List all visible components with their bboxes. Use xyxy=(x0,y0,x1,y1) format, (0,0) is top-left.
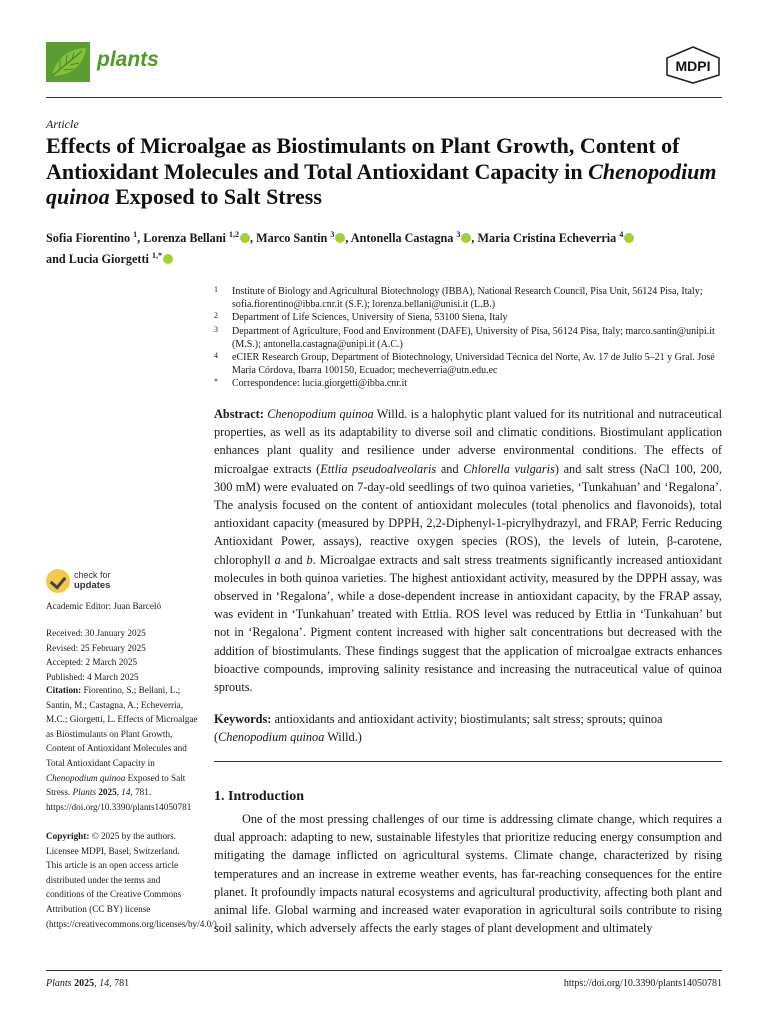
affiliation-item: 1 Institute of Biology and Agricultural Biotechnology (IBBA), National Research Council, Pisa Unit, 56124 Pisa, Italy; sofia.fiorentino@ibba.cnr.it (S.F.); lorenza.bellani@unisi.it (L.B.) xyxy=(214,285,703,311)
header-divider xyxy=(46,97,722,98)
author-name: Maria Cristina Echeverria xyxy=(477,231,617,246)
revised-date: Revised: 25 February 2025 xyxy=(46,642,146,653)
journal-logo xyxy=(46,42,90,82)
affiliation-item: 3 Department of Agriculture, Food and Environment (DAFE), University of Pisa, 56124 Pisa, Italy; marco.santin@unipi.it (M.S.); antonella.castagna@unipi.it (A.C.) xyxy=(214,324,715,350)
orcid-icon[interactable] xyxy=(240,233,250,243)
author-name: Sofia Fiorentino xyxy=(46,231,131,246)
footer-doi-link[interactable]: https://doi.org/10.3390/plants14050781 xyxy=(563,978,722,989)
affiliation-list xyxy=(214,285,724,391)
abstract: Abstract: Chenopodium quinoa Willd. is a halophytic plant valued for its nutritional and nutraceutical properties, as well as its adaptability to diverse soil and climatic conditions. Biostimulant application enhances plant quality and resilience under adverse environmental conditions. The effects of microalgae extracts (Ettlia pseudoalveolaris and Chlorella vulgaris) and salt stress (NaCl 100, 200, 300 mM) were evaluated on 7-day-old seedlings of two quinoa varieties, ‘Tunkahuan’ and ‘Regalona’. The analysis focused on the content of antioxidant molecules (total phenolics and flavonoids), total antioxidant capacity (measured by DPPH, 2,2-Diphenyl-1-picrylhydrazyl, and FRAP, Ferric Reducing Antioxidant Power, assays), reactive oxygen species (ROS), the levels of lutein, β-carotene, chlorophyll a and b. Microalgae extracts and salt stress treatments significantly increased antioxidant molecules in both quinoa varieties. The highest antioxidant activity, measured by the DPPH assay, was observed in ‘Regalona’, while a dose-dependent increase in antioxidant capacity, by the FRAP assay, was evident in ‘Tunkahuan’ treated with Ettlia. ROS level was reduced by Ettlia in ‘Tunkahuan’ but not in ‘Regalona’. Pigment content increased with higher salt concentrations but decreased with the addition of biostimulants. These findings suggest that the application of microalgae extracts enhances bioactive compounds, improving salinity resistance and increasing the nutraceutical value of quinoa sprouts. xyxy=(214,407,722,695)
footer-divider xyxy=(46,970,722,971)
introduction-text: One of the most pressing challenges of our time is addressing climate change, which requires a dual approach: adapting to new, sustainable lifestyles that prioritize reducing energy consumption and mitigating the damage inflicted on agricultural systems. Climate change, characterized by rising temperatures and an increase in extreme weather events, has far-reaching consequences for the entire planet. It profoundly impacts natural ecosystems and agricultural productivity, affecting both plant and animal life. Global warming and increased water evaporation in agricultural soils contribute to rising soil salinity, which adversely affects the early stages of plant development and ultimately xyxy=(214,812,722,936)
accepted-date: Accepted: 2 March 2025 xyxy=(46,657,138,668)
abstract-divider xyxy=(214,761,722,762)
check-icon xyxy=(46,569,70,593)
received-date: Received: 30 January 2025 xyxy=(46,628,146,638)
section-heading: 1. Introduction xyxy=(214,789,304,804)
affiliation-item: 2 Department of Life Sciences, University of Siena, 53100 Siena, Italy xyxy=(214,311,508,324)
mdpi-logo-icon xyxy=(664,46,722,84)
article-title: Effects of Microalgae as Biostimulants on Plant Growth, Content of Antioxidant Molecules and Total Antioxidant Capacity in Chenopodium quinoa Exposed to Salt Stress xyxy=(46,133,717,209)
check-for-updates-button[interactable]: check for updates xyxy=(46,569,176,593)
published-date: Published: 4 March 2025 xyxy=(46,671,139,682)
keywords: Keywords: antioxidants and antioxidant activity; biostimulants; salt stress; sprouts; quinoa (Chenopodium quinoa Willd.) xyxy=(214,712,663,745)
journal-name: plants xyxy=(97,48,159,71)
orcid-icon[interactable] xyxy=(335,233,345,243)
orcid-icon[interactable] xyxy=(624,233,634,243)
copyright-notice: Copyright: © 2025 by the authors. Licensee MDPI, Basel, Switzerland. This article is an open access article distributed under the terms and conditions of the Creative Commons Attribution (CC BY) license (https://creativecommons.org/licenses/by/4.0/). xyxy=(46,831,220,929)
publication-dates xyxy=(46,626,198,684)
author-name: Marco Santin xyxy=(256,231,328,246)
author-name: Lucia Giorgetti xyxy=(68,252,149,267)
footer-citation: Plants 2025, 14, 781 xyxy=(46,978,130,989)
leaf-icon xyxy=(46,42,90,82)
author-name: Antonella Castagna xyxy=(350,231,454,246)
publisher-name: MDPI xyxy=(675,58,711,74)
author-list: Sofia Fiorentino $^1$, Lorenza Bellani $^{1,2}$ , Marco Santin $^3$ , Antonella Castagna $^3$ , Maria Cristina Echeverria $^4$ and Lucia Giorgetti $^{1,*}$ xyxy=(46,226,736,268)
orcid-icon[interactable] xyxy=(163,254,173,264)
affiliation-item: * Correspondence: lucia.giorgetti@ibba.cnr.it xyxy=(214,377,408,390)
affiliation-item: 4 eCIER Research Group, Department of Biotechnology, Universidad Técnica del Norte, Av. 17 de Julio 5–21 y Gral. José María Córdova, Ibarra 100150, Ecuador; mecheverria@utn.edu.ec xyxy=(214,351,715,377)
citation: Citation: Fiorentino, S.; Bellani, L.; Santin, M.; Castagna, A.; Echeverria, M.C.; Giorgetti, L. Effects of Microalgae as Biostimulants on Plant Growth, Content of Antioxidant Molecules and Total Antioxidant Capacity in Chenopodium quinoa Exposed to Salt Stress. Plants 2025, 14, 781. https://doi.org/10.3390/plants14050781 xyxy=(46,685,198,812)
academic-editor: Academic Editor: Juan Barceló xyxy=(46,601,162,611)
article-type: Article xyxy=(46,117,79,131)
author-name: Lorenza Bellani xyxy=(143,231,226,246)
orcid-icon[interactable] xyxy=(461,233,471,243)
